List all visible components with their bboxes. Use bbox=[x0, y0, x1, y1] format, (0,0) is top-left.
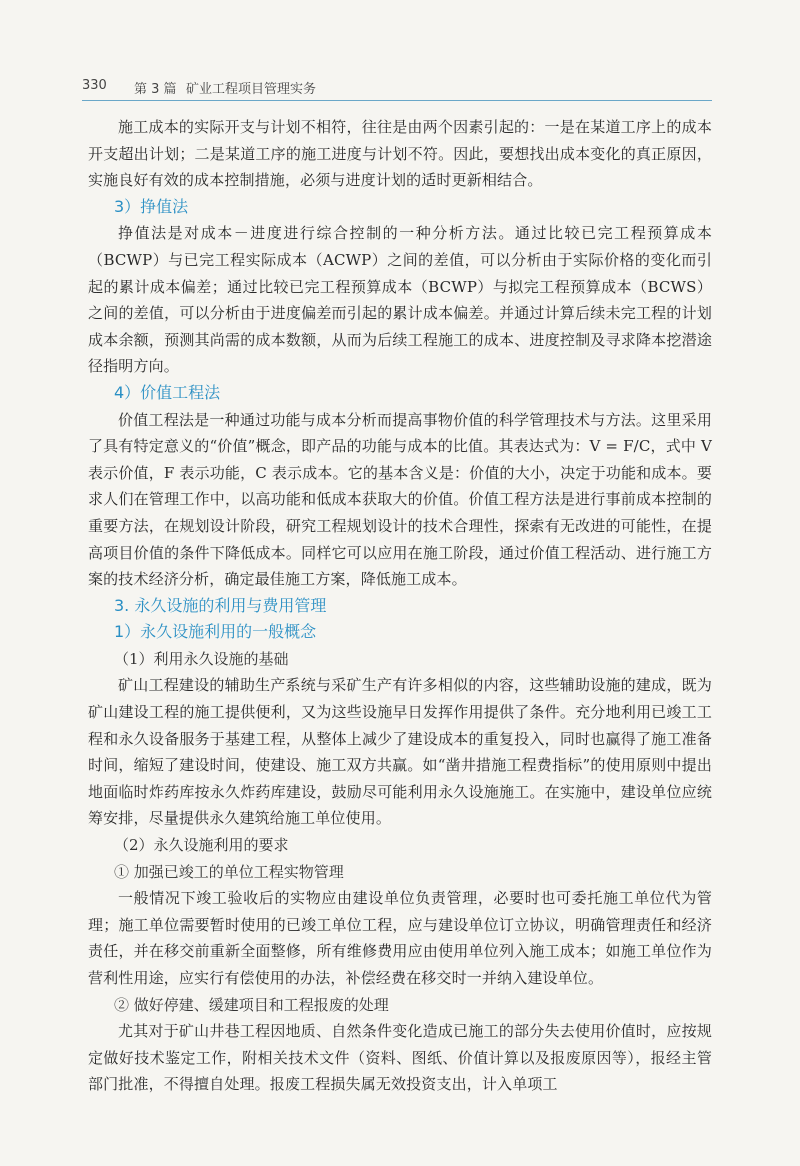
book-title: 矿业工程项目管理实务 bbox=[186, 82, 317, 97]
list-item-1: ① 加强已竣工的单位工程实物管理 bbox=[114, 862, 344, 881]
paragraph-value-engineering: 价值工程法是一种通过功能与成本分析而提高事物价值的科学管理技术与方法。这里采用了具有特定意义的“价值”概念，即产品的功能与成本的比值。其表达式为：V = F/C，式中 V 表示价值，F 表示功能，C 表示成本。它的基本含义是：价值的大小，决定于功能和成本。要求人们在管理工作中，以高功能和低成本获取大的价值。价值工程方法是进行事前成本控制的重要方法，在规划设计阶段，研究工程规划设计的技术合理性，探索有无改进的可能性，在提高项目价值的条件下降低成本。同样它可以应用在施工阶段，通过价值工程活动、进行施工方案的技术经济分析，确定最佳施工方案，降低施工成本。 bbox=[88, 410, 712, 589]
paragraph-intro: 施工成本的实际开支与计划不相符，往往是由两个因素引起的：一是在某道工序上的成本开支超出计划；二是某道工序的施工进度与计划不符。因此，要想找出成本变化的真正原因，实施良好有效的成本控制措施，必须与进度计划的适时更新相结合。 bbox=[88, 118, 712, 190]
section-heading-permanent-facilities: 3. 永久设施的利用与费用管理 bbox=[114, 595, 327, 615]
running-header bbox=[82, 70, 712, 101]
paragraph-item-1: 一般情况下竣工验收后的实物应由建设单位负责管理，必要时也可委托施工单位代为管理；施工单位需要暂时使用的已竣工单位工程，应与建设单位订立协议，明确管理责任和经济责任，并在移交前重新全面整修，所有维修费用应由使用单位列入施工成本；如施工单位作为营利性用途，应实行有偿使用的办法，补偿经费在移交时一并纳入建设单位。 bbox=[88, 889, 712, 987]
heading-value-engineering: 4）价值工程法 bbox=[114, 382, 221, 402]
paragraph-item-2: 尤其对于矿山井巷工程因地质、自然条件变化造成已施工的部分失去使用价值时，应按规定做好技术鉴定工作，附相关技术文件（资料、图纸、价值计算以及报废原因等），报经主管部门批准，不得擅自处理。报废工程损失属无效投资支出，计入单项工 bbox=[88, 1022, 712, 1094]
subheading-requirements: （2）永久设施利用的要求 bbox=[114, 836, 289, 855]
paragraph-basis: 矿山工程建设的辅助生产系统与采矿生产有许多相似的内容，这些辅助设施的建成，既为矿山建设工程的施工提供便利，又为这些设施早日发挥作用提供了条件。充分地利用已竣工工程和永久设备服务于基建工程，从整体上减少了建设成本的重复投入，同时也赢得了施工准备时间，缩短了建设时间，使建设、施工双方共赢。如“凿井措施工程费指标”的使用原则中提出地面临时炸药库按永久炸药库建设，鼓励尽可能利用永久设施施工。在实施中，建设单位应统筹安排，尽量提供永久建筑给施工单位使用。 bbox=[88, 676, 712, 828]
paragraph-earned-value: 挣值法是对成本－进度进行综合控制的一种分析方法。通过比较已完工程预算成本（BCWP）与已完工程实际成本（ACWP）之间的差值，可以分析由于实际价格的变化而引起的累计成本偏差；通过比较已完工程预算成本（BCWP）与拟完工程预算成本（BCWS）之间的差值，可以分析由于进度偏差而引起的累计成本偏差。并通过计算后续未完工程的计划成本余额，预测其尚需的成本数额，从而为后续工程施工的成本、进度控制及寻求降本挖潜途径指明方向。 bbox=[88, 224, 712, 376]
page-body bbox=[88, 114, 712, 1098]
page-number: 330 bbox=[82, 78, 107, 93]
list-item-2: ② 做好停建、缓建项目和工程报废的处理 bbox=[114, 995, 389, 1014]
heading-general-concept: 1）永久设施利用的一般概念 bbox=[114, 622, 317, 642]
heading-earned-value: 3）挣值法 bbox=[114, 196, 189, 216]
subheading-basis: （1）利用永久设施的基础 bbox=[114, 649, 289, 668]
part-label: 第 3 篇 bbox=[134, 82, 177, 97]
